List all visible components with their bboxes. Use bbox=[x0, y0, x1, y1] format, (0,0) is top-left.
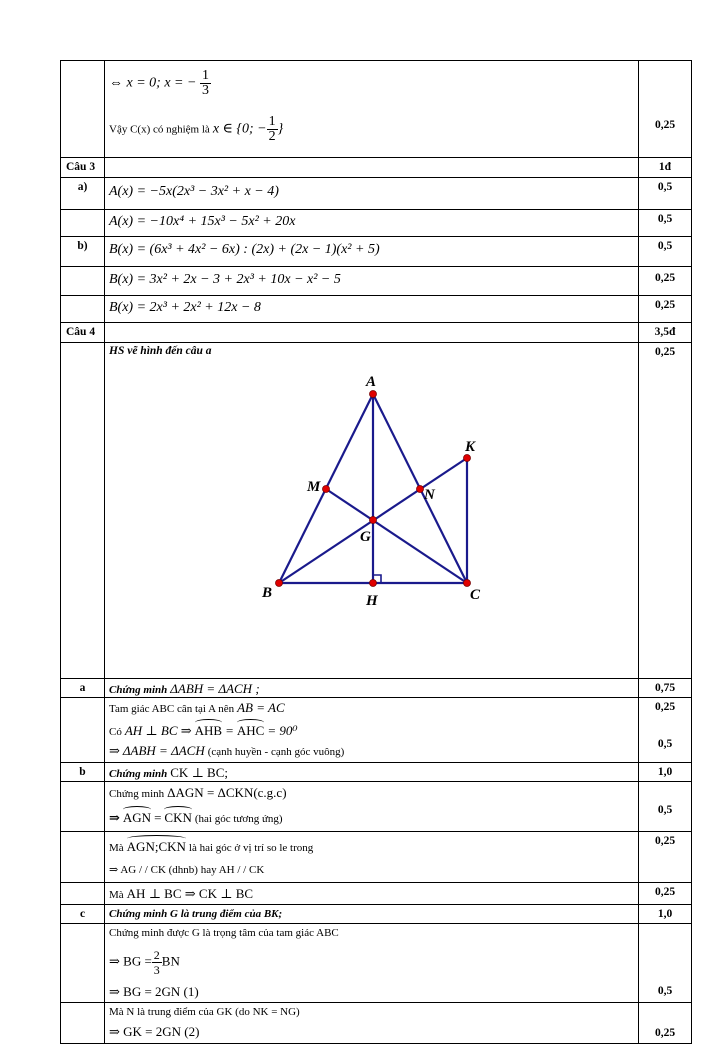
score: 0,5 bbox=[657, 213, 673, 225]
part-label: b) bbox=[77, 240, 88, 252]
angle-pair: AGN;CKN bbox=[126, 839, 186, 854]
score: 0,25 bbox=[654, 272, 676, 284]
equation-line: A(x) = −5x(2x³ − 3x² + x − 4) bbox=[109, 184, 279, 199]
fraction: $\frac{2}{3}$ bbox=[153, 948, 160, 977]
table-row bbox=[60, 177, 692, 210]
angle-CKN: CKN bbox=[164, 810, 192, 825]
table-row bbox=[60, 678, 692, 698]
part-label: a bbox=[79, 682, 86, 694]
score: 0,75 bbox=[654, 682, 676, 694]
table-row bbox=[60, 342, 692, 679]
table-row bbox=[60, 236, 692, 267]
table-row: Mà AH ⊥ BC ⇒ CK ⊥ BC 0,25 bbox=[60, 882, 692, 905]
score: 0,5 bbox=[657, 738, 673, 750]
point-G bbox=[370, 517, 377, 524]
fraction: $\frac{1}{3}$ bbox=[201, 68, 209, 98]
score: 0,5 bbox=[657, 240, 673, 252]
angle-AGN: AGN bbox=[122, 810, 152, 825]
table-row: ⇔ x = 0; x = − $\frac{1}{3}$ Vậy C(x) có nghiệm là x ∈ {0; − $\frac{1}{2}$ } 0,25 bbox=[60, 60, 692, 158]
equation-line: B(x) = (6x³ + 4x² − 6x) : (2x) + (2x − 1)(x² + 5) bbox=[109, 242, 380, 257]
score: 0,5 bbox=[657, 804, 673, 816]
part-label: b bbox=[79, 766, 86, 778]
point-N bbox=[417, 486, 424, 493]
point-M bbox=[323, 486, 330, 493]
equation-line: ⇔ x = 0; x = − bbox=[109, 75, 197, 91]
proof-conclusion: ⇒ AG / / CK (dhnb) hay AH / / CK bbox=[109, 864, 265, 876]
label-C: C bbox=[470, 587, 481, 603]
label-G: G bbox=[360, 529, 371, 545]
question-label: Câu 3 bbox=[66, 161, 96, 173]
equation-line: B(x) = 2x³ + 2x² + 12x − 8 bbox=[109, 300, 261, 315]
part-title: Chứng minh G là trung điểm của BK; bbox=[109, 908, 283, 920]
point-B bbox=[276, 580, 283, 587]
proof-expr: ⇒ GK = 2GN (2) bbox=[109, 1024, 200, 1039]
angle-AHC: AHC bbox=[236, 723, 265, 738]
conclusion-text: Vậy C(x) có nghiệm là bbox=[109, 123, 210, 136]
table-row: Tam giác ABC cân tại A nên AB = AC Có AH ⊥ BC ⇒ AHB = AHC = 90⁰ ⇒ ΔABH = ΔACH (cạnh huyền - cạnh góc vuông) 0,25 0,5 bbox=[60, 697, 692, 763]
table-row bbox=[60, 266, 692, 296]
score: 1,0 bbox=[657, 908, 673, 920]
part-label: c bbox=[79, 908, 86, 920]
label-B: B bbox=[262, 585, 273, 601]
proof-text: Tam giác ABC cân tại A nên bbox=[109, 703, 235, 715]
proof-text: Mà N là trung điểm của GK (do NK = NG) bbox=[109, 1006, 300, 1018]
score: 0,25 bbox=[654, 886, 676, 898]
triangle-figure bbox=[105, 343, 640, 680]
proof-expr: ΔAGN = ΔCKN(c.g.c) bbox=[167, 785, 287, 800]
point-A bbox=[370, 391, 377, 398]
angle-AHB: AHB bbox=[194, 723, 223, 738]
score: 0,25 bbox=[654, 346, 676, 358]
question-label: Câu 4 bbox=[66, 326, 96, 338]
score: 0,25 bbox=[654, 835, 676, 847]
table-row: Chứng minh được G là trọng tâm của tam giác ABC ⇒ BG = $\frac{2}{3}$ BN ⇒ BG = 2GN (1) 0,5 bbox=[60, 923, 692, 1003]
score: 0,25 bbox=[654, 1027, 676, 1039]
segment-CM bbox=[326, 489, 467, 583]
proof-expr: AB = AC bbox=[237, 700, 285, 715]
part-title: Chứng minh bbox=[109, 768, 168, 780]
fraction: $\frac{1}{2}$ bbox=[268, 114, 276, 144]
point-C bbox=[464, 580, 471, 587]
table-row bbox=[60, 1002, 692, 1044]
table-row bbox=[60, 904, 692, 924]
figure-heading: HS vẽ hình đến câu a bbox=[109, 345, 212, 357]
part-title: Chứng minh bbox=[109, 684, 168, 696]
table-row bbox=[60, 209, 692, 237]
label-H: H bbox=[366, 593, 378, 609]
table-row bbox=[60, 322, 692, 343]
table-row bbox=[60, 762, 692, 782]
proof-conclusion: ⇒ ΔABH = ΔACH bbox=[109, 743, 205, 758]
proof-note: (cạnh huyền - cạnh góc vuông) bbox=[207, 746, 345, 758]
score: 1đ bbox=[658, 161, 672, 173]
score: 0,5 bbox=[657, 985, 673, 997]
table-row bbox=[60, 157, 692, 178]
proof-expr: ⇒ BG = 2GN (1) bbox=[109, 984, 199, 999]
score: 1,0 bbox=[657, 766, 673, 778]
table-row: Chứng minh ΔAGN = ΔCKN(c.g.c) ⇒ AGN = CKN (hai góc tương ứng) 0,5 bbox=[60, 781, 692, 832]
table-row: Mà AGN;CKN là hai góc ở vị trí so le trong ⇒ AG / / CK (dhnb) hay AH / / CK 0,25 bbox=[60, 831, 692, 883]
label-A: A bbox=[366, 374, 377, 390]
proof-conclusion: AH ⊥ BC ⇒ CK ⊥ BC bbox=[126, 886, 254, 901]
proof-note: (hai góc tương ứng) bbox=[194, 813, 283, 825]
equation-line: A(x) = −10x⁴ + 15x³ − 5x² + 20x bbox=[109, 214, 296, 229]
score: 0,25 bbox=[654, 299, 676, 311]
table-row bbox=[60, 295, 692, 323]
solution-set-open: x ∈ {0; − bbox=[212, 121, 267, 137]
part-label: a) bbox=[77, 181, 88, 193]
score: 0,25 bbox=[654, 701, 676, 713]
equation-line: B(x) = 3x² + 2x − 3 + 2x³ + 10x − x² − 5 bbox=[109, 272, 341, 287]
proof-text: Chứng minh được G là trọng tâm của tam giác ABC bbox=[109, 927, 339, 939]
label-K: K bbox=[465, 439, 476, 455]
point-K bbox=[464, 455, 471, 462]
score: 3,5đ bbox=[654, 326, 676, 338]
part-statement: CK ⊥ BC; bbox=[170, 765, 229, 780]
part-statement: ΔABH = ΔACH ; bbox=[170, 681, 260, 696]
label-M: M bbox=[307, 479, 321, 495]
label-N: N bbox=[424, 487, 435, 503]
score: 0,25 bbox=[654, 119, 676, 131]
point-H bbox=[370, 580, 377, 587]
score: 0,5 bbox=[657, 181, 673, 193]
